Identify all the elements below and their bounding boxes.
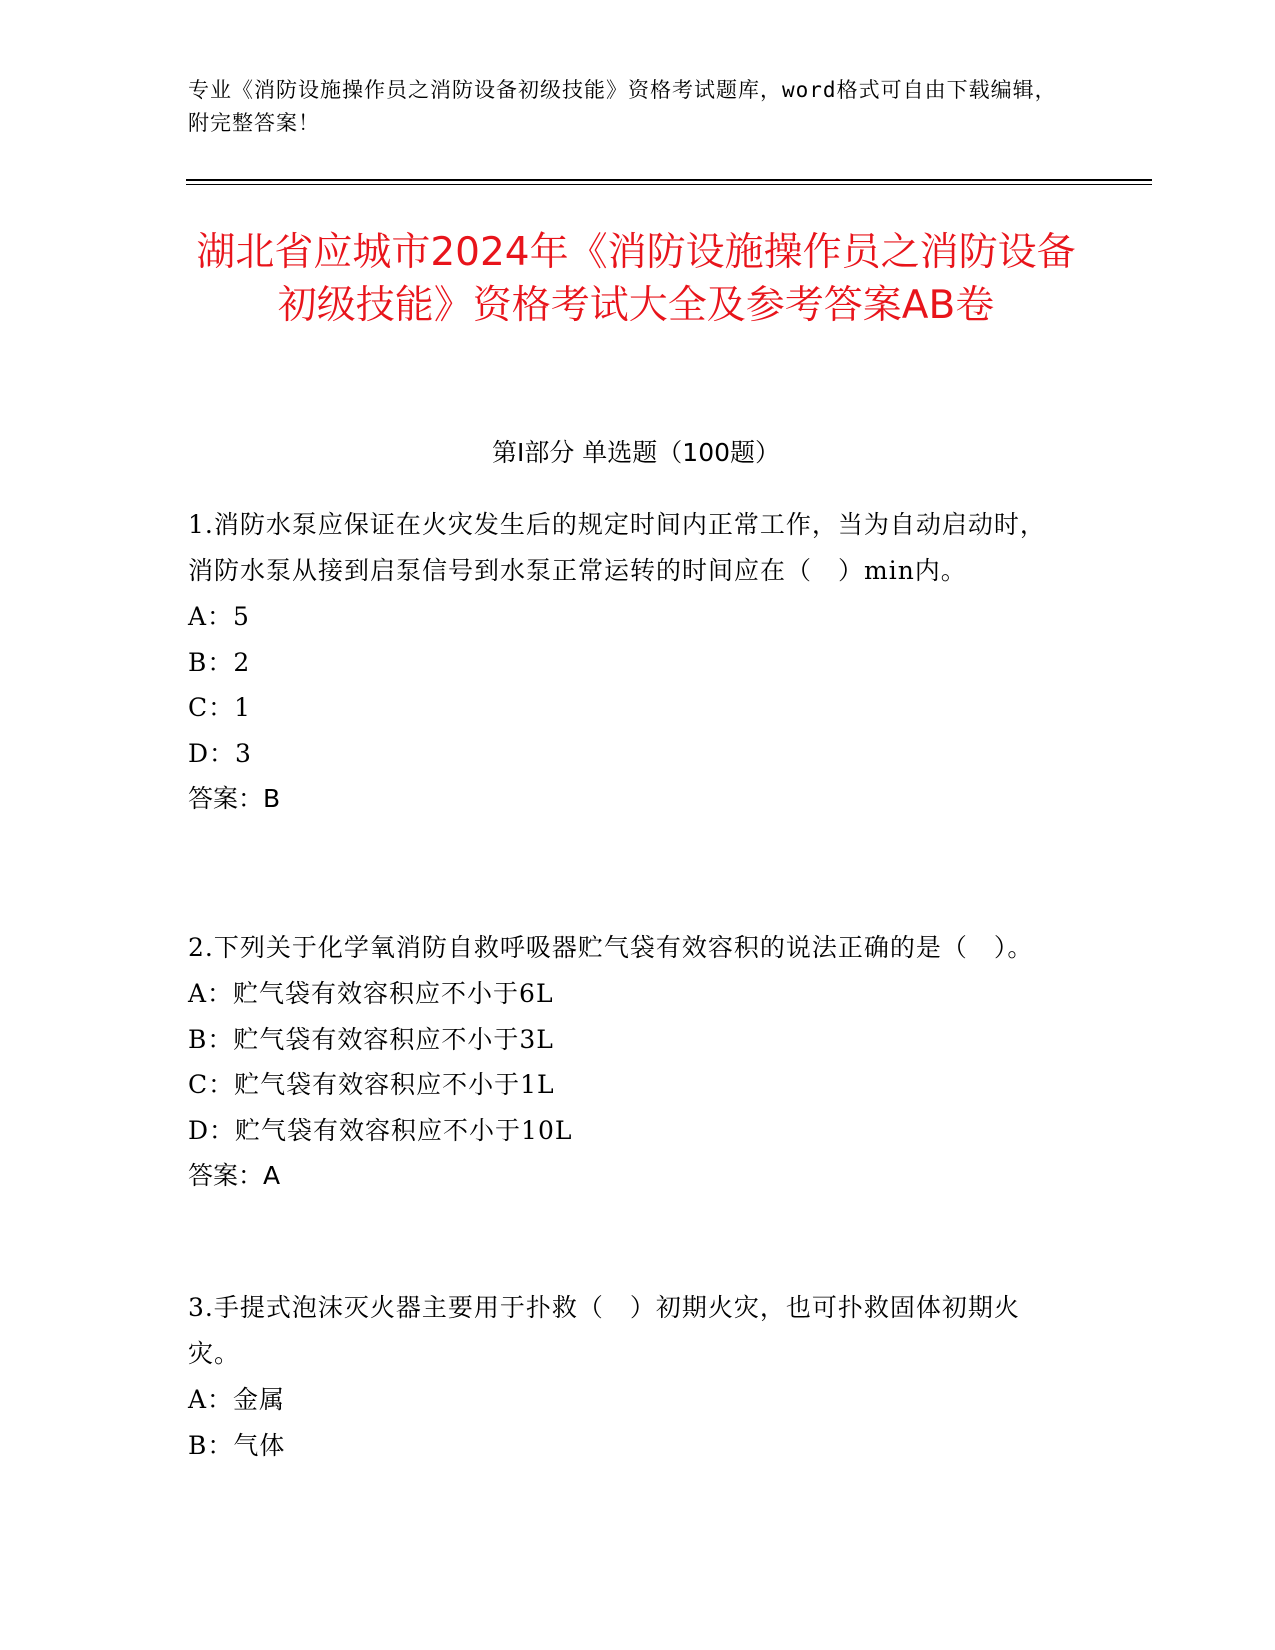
- option-d: D：贮气袋有效容积应不小于10L: [188, 1115, 573, 1145]
- option-a: A：5: [188, 602, 250, 631]
- header-divider-thin: [186, 184, 1152, 185]
- option-d: D：3: [188, 738, 252, 768]
- option-a: A：贮气袋有效容积应不小于6L: [188, 979, 554, 1008]
- question-1: [188, 502, 1068, 821]
- question-stem: 1.消防水泵应保证在火灾发生后的规定时间内正常工作，当为自动启动时，消防水泵从接到启泵信号到水泵正常运转的时间应在（ ）min内。: [188, 510, 1046, 585]
- question-3: [188, 1285, 1068, 1468]
- option-a: A：金属: [188, 1385, 286, 1414]
- question-stem: 2.下列关于化学氧消防自救呼吸器贮气袋有效容积的说法正确的是（ ）。: [188, 933, 1034, 962]
- answer: 答案：B: [188, 784, 281, 813]
- question-stem: 3.手提式泡沫灭火器主要用于扑救（ ）初期火灾，也可扑救固体初期火灾。: [188, 1293, 1020, 1368]
- answer: 答案：A: [188, 1161, 281, 1190]
- option-c: C：贮气袋有效容积应不小于1L: [188, 1070, 555, 1099]
- document-title: 湖北省应城市2024年《消防设施操作员之消防设备初级技能》资格考试大全及参考答案AB卷: [196, 230, 1076, 328]
- option-b: B：2: [188, 647, 251, 677]
- header-note: 专业《消防设施操作员之消防设备初级技能》资格考试题库，word格式可自由下载编辑，附完整答案！: [188, 78, 1057, 135]
- option-b: B：贮气袋有效容积应不小于3L: [188, 1024, 554, 1054]
- header-divider-thick: [186, 179, 1152, 181]
- question-2: [188, 925, 1068, 1198]
- section-title: 第Ⅰ部分 单选题（100题）: [491, 438, 781, 467]
- option-c: C：1: [188, 693, 252, 722]
- option-b: B：气体: [188, 1430, 286, 1460]
